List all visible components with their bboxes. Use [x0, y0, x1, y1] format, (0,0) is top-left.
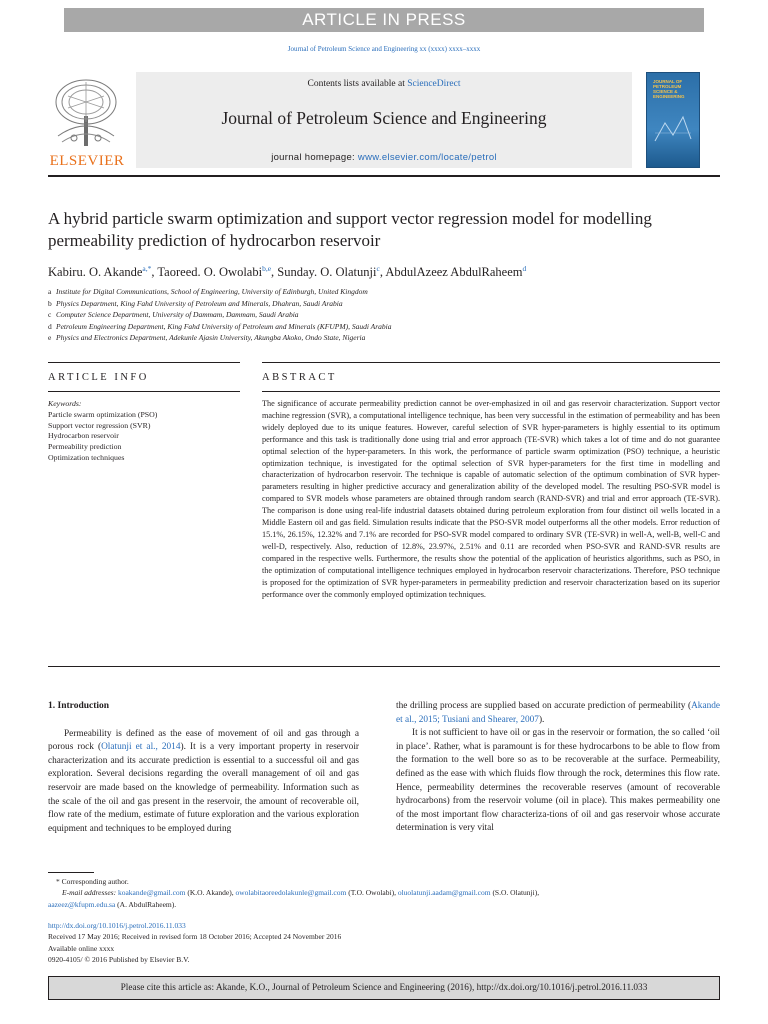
- contents-prefix: Contents lists available at: [307, 79, 408, 89]
- received-dates: Received 17 May 2016; Received in revised form 18 October 2016; Accepted 24 November 2016: [48, 932, 342, 942]
- reference-link[interactable]: Olatunji et al., 2014: [101, 742, 181, 753]
- affiliation-text: Computer Science Department, University of Dammam, Dammam, Saudi Arabia: [56, 310, 299, 319]
- cover-graphic: [653, 113, 693, 143]
- affiliation-item: [48, 332, 720, 344]
- affiliation-list: [48, 286, 720, 344]
- abstract-rule-lower: [262, 391, 720, 392]
- keyword-item: Support vector regression (SVR): [48, 420, 151, 430]
- cover-title-line: PETROLEUM: [653, 84, 682, 89]
- publication-info: [48, 920, 720, 965]
- corresponding-author-note: * Corresponding author.: [56, 877, 129, 886]
- abstract-rule: [262, 362, 720, 363]
- email-link[interactable]: oluolatunji.aadam@gmail.com: [397, 888, 491, 898]
- cover-title-line: ENGINEERING: [653, 94, 685, 99]
- article-info-rule-lower: [48, 391, 240, 392]
- article-info-heading: ARTICLE INFO: [48, 372, 149, 383]
- author-name: Taoreed. O. Owolabi: [157, 265, 263, 279]
- keywords-block: [48, 399, 240, 464]
- email-link[interactable]: owolabitaoreedolakunle@gmail.com: [235, 888, 347, 898]
- affiliation-tag: e: [48, 333, 52, 342]
- keyword-item: Particle swarm optimization (PSO): [48, 409, 158, 419]
- available-online: Available online xxxx: [48, 943, 115, 953]
- body-column-left: [48, 700, 359, 836]
- email-link[interactable]: koakande@gmail.com: [117, 888, 186, 898]
- elsevier-logo[interactable]: [48, 76, 128, 168]
- elsevier-wordmark: ELSEVIER: [49, 153, 125, 169]
- doi-link[interactable]: http://dx.doi.org/10.1016/j.petrol.2016.11.033: [48, 921, 186, 930]
- elsevier-tree-icon: [48, 76, 124, 148]
- author-affiliation-marker[interactable]: a,*: [142, 264, 152, 273]
- masthead-divider: [48, 175, 720, 177]
- keyword-item: Hydrocarbon reservoir: [48, 431, 119, 441]
- abstract-end-rule: [48, 666, 720, 667]
- copyright-line: 0920-4105/ © 2016 Published by Elsevier B.V.: [48, 954, 190, 964]
- paragraph-text: ). It is a very important property in reservoir characterization and its accurate prediction is essential to a successful oil and gas exploration. Several decisions regarding the overall management of oil and gas reservoir are made based on the knowledge of permeability. Information such as the scale of the oil and gas present in the reservoir, the amount of recoverable oil, flow rate of the medium, estimate of future exploration and the various exploration equipment and techniques to be employed during: [48, 742, 360, 834]
- introduction-paragraph-continued: [396, 700, 720, 727]
- journal-homepage-line: [136, 152, 632, 163]
- footnote-rule: [48, 872, 94, 873]
- introduction-heading: 1. Introduction: [48, 701, 110, 711]
- author-name: Sunday. O. Olatunji: [277, 265, 377, 279]
- email-addresses: [48, 887, 720, 898]
- affiliation-text: Petroleum Engineering Department, King Fahd University of Petroleum and Minerals (KFUPM), Saudi Arabia: [56, 321, 392, 331]
- email-link[interactable]: aazeez@kfupm.edu.sa: [48, 899, 116, 909]
- masthead-panel: [136, 72, 632, 168]
- journal-cover-thumbnail[interactable]: [646, 72, 700, 168]
- email-owner: (A. AbdulRaheem).: [115, 899, 177, 909]
- affiliation-tag: c: [48, 310, 52, 319]
- affiliation-text: Institute for Digital Communications, School of Engineering, University of Edinburgh, United Kingdom: [56, 287, 368, 296]
- affiliation-tag: b: [48, 298, 52, 308]
- paragraph-text: ).: [538, 714, 545, 725]
- author-separator: ,: [151, 265, 158, 279]
- email-owner: (S.O. Olatunji),: [490, 888, 540, 898]
- author-list: [48, 264, 720, 280]
- affiliation-item: [48, 309, 720, 321]
- abstract-heading: ABSTRACT: [262, 372, 337, 383]
- keyword-item: Permeability prediction: [48, 442, 122, 452]
- affiliation-text: Physics and Electronics Department, Adekunle Ajasin University, Akungba Akoko, Ondo State, Nigeria: [56, 333, 366, 342]
- article-title: A hybrid particle swarm optimization and support vector regression model for modelling permeability prediction of hydrocarbon reservoir: [48, 209, 652, 250]
- cover-title: [653, 79, 685, 99]
- author-affiliation-marker[interactable]: d: [522, 264, 527, 273]
- journal-citation-link[interactable]: Journal of Petroleum Science and Engineering xx (xxxx) xxxx–xxxx: [287, 45, 481, 53]
- article-info-rule: [48, 362, 240, 363]
- email-addresses-continued: [48, 899, 720, 910]
- affiliation-item: [48, 286, 720, 298]
- author-affiliation-marker[interactable]: b,e: [262, 264, 272, 273]
- body-column-right: [396, 700, 720, 836]
- reference-link[interactable]: Akande et al., 2015; Tusiani and Shearer, 2007: [396, 701, 720, 725]
- introduction-paragraph: It is not sufficient to have oil or gas in the reservoir or formation, the so called ‘oil in place’. Rather, what is paramount is for these hydrocarbons to be able to flow from the formation to the well bore so as to be recoverable at the surface. Permeability, defined as the ease with which fluids flow through the rock, determines this flow rate. Hence, permeability determines the recoverable reserves (amount of recoverable hydrocarbons) from the reservoir volume (oil in place). This makes permeability one of the most important flow characteriza-tions of oil and gas reservoir whose accurate determination is very vital: [396, 728, 720, 834]
- affiliation-tag: a: [48, 287, 52, 296]
- paragraph-text: Permeability is defined as the ease of movement of oil and gas through a porous rock (: [48, 728, 359, 753]
- email-owner: (T.O. Owolabi),: [346, 888, 398, 898]
- journal-masthead: [48, 72, 720, 170]
- homepage-prefix: journal homepage:: [271, 152, 358, 163]
- author-separator: ,: [379, 265, 386, 279]
- keyword-item: Optimization techniques: [48, 452, 125, 462]
- email-label: E-mail addresses:: [62, 888, 118, 898]
- keywords-label: Keywords:: [48, 399, 82, 408]
- paragraph-text: the drilling process are supplied based on accurate prediction of permeability (: [396, 701, 692, 711]
- email-owner: (K.O. Akande),: [185, 888, 236, 898]
- author-separator: ,: [271, 265, 278, 279]
- cite-this-article-box: Please cite this article as: Akande, K.O., Journal of Petroleum Science and Engineering (2016), http://dx.doi.org/10.1016/j.petrol.2016.11.033: [48, 976, 720, 1000]
- cover-title-line: SCIENCE &: [653, 89, 678, 94]
- affiliation-text: Physics Department, King Fahd University of Petroleum and Minerals, Dhahran, Saudi Arabia: [56, 298, 343, 308]
- affiliation-item: [48, 321, 720, 333]
- article-in-press-banner: ARTICLE IN PRESS: [64, 8, 704, 32]
- introduction-paragraph: [48, 728, 359, 837]
- affiliation-tag: d: [48, 321, 52, 331]
- homepage-link[interactable]: www.elsevier.com/locate/petrol: [357, 152, 497, 163]
- author-name: Kabiru. O. Akande: [48, 265, 143, 279]
- contents-available-line: [136, 79, 632, 89]
- affiliation-item: [48, 298, 720, 310]
- cover-title-line: JOURNAL OF: [653, 79, 683, 84]
- footnotes: [48, 876, 720, 910]
- author-affiliation-marker[interactable]: c: [376, 264, 380, 273]
- sciencedirect-link[interactable]: ScienceDirect: [407, 79, 461, 89]
- journal-title: Journal of Petroleum Science and Engineering: [221, 108, 547, 128]
- author-name: AbdulAzeez AbdulRaheem: [385, 265, 523, 279]
- abstract-text: The significance of accurate permeability prediction cannot be over-emphasized in oil and gas reservoir characterization. Support vector machine regression (SVR), a computational intelligence technique, has been very successful in the estimation of permeability and has been widely deployed due to its unique features. However, careful selection of SVR hyper-parameters is highly essential to its optimum performance and this task is traditionally done using trial and error approach (TE-SVR) which takes a lot of time and do not guarantee optimal selection of the hyper-parameters. In this work, the performance of particle swarm optimization (PSO) technique, a heuristic optimization technique, is investigated for the optimal selection of SVR hyper-parameters for the first time in modelling and characterization of hydrocarbon reservoir. The technique is capable of automatic selection of the optimum combination of SVR hyper-parameters resulting in higher predictive accuracy and generalization ability of the developed model. The resulting PSO-SVR model is compared to SVR models whose parameters are obtained through random search (RAND-SVR) and trial and error approach (TE-SVR). The comparison is done using real-life industrial datasets obtained during petroleum exploration from four distinct oil wells located in a Middle Eastern oil and gas field. Simulation results indicate that the PSO-SVR model outperforms all the other models. Error reduction of 15.1%, 26.15%, 12.32% and 7.1% are recorded for PSO-SVR model compared to ordinary SVR (TE-SVR) in well-A, well-B, well-C and well-D, respectively. Also, reduction of 12.8%, 23.97%, 2.51% and 0.11 are recorded when PSO-SVR and RAND-SVR results are compared in the respective wells. Furthermore, the results show the potential of the application of heuristics algorithms, such as PSO, in the optimization of computational intelligence techniques employed in hydrocarbon reservoir characterizations. Therefore, PSO technique is proposed for the optimization of SVR hyper-parameters in permeability prediction and reservoir characterization based on its superior performance over the commonly employed optimization techniques.: [262, 399, 720, 599]
